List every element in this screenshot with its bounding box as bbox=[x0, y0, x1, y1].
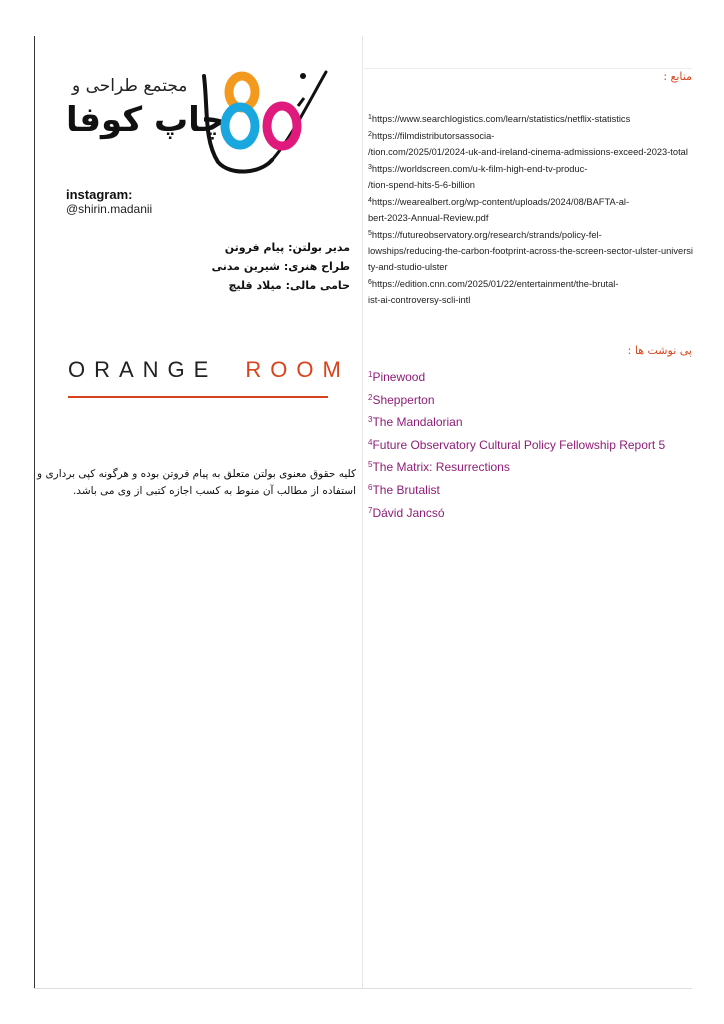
source-item[interactable] bbox=[368, 226, 694, 275]
source-item[interactable] bbox=[368, 127, 686, 160]
footnote-number: 5 bbox=[368, 460, 373, 470]
credit-editor: مدیر بولتن: پیام فروتن bbox=[224, 241, 350, 254]
footnotes-heading: پی نوشت ها : bbox=[627, 344, 692, 357]
source-number: 1 bbox=[368, 114, 372, 121]
instagram-block bbox=[66, 188, 152, 216]
source-number: 4 bbox=[368, 197, 372, 204]
source-number: 5 bbox=[368, 230, 372, 237]
left-margin-rule bbox=[34, 36, 35, 988]
footnote-number: 6 bbox=[368, 482, 373, 492]
instagram-handle[interactable]: @shirin.madanii bbox=[66, 202, 153, 216]
copyright-notice: کلیه حقوق معنوی بولتن متعلق به پیام فروتن بوده و هرگونه کپی برداری و استفاده از مطالب آن منوط به کسب اجازه کتبی از وی می باشد. bbox=[37, 468, 356, 497]
footnote-item bbox=[368, 433, 686, 456]
source-link-continued[interactable]: lowships/reducing-the-carbon-footprint-across-the-screen-sector-ulster-universi bbox=[368, 246, 694, 256]
brand-underline bbox=[68, 396, 328, 398]
footnote-item bbox=[368, 388, 686, 411]
footnote-text: Future Observatory Cultural Policy Fellowship Report 5 bbox=[372, 437, 666, 452]
footnote-item bbox=[368, 501, 686, 524]
footnote-text: Shepperton bbox=[372, 392, 435, 407]
source-item[interactable] bbox=[368, 275, 686, 308]
footnote-text: Pinewood bbox=[372, 370, 426, 384]
footnote-item bbox=[368, 478, 686, 501]
footnote-text: Dávid Jancsó bbox=[372, 505, 445, 520]
footnote-text: The Matrix: Resurrections bbox=[372, 460, 510, 475]
top-rule bbox=[362, 68, 692, 69]
logo-subtitle: مجتمع طراحی و bbox=[72, 76, 188, 96]
source-number: 6 bbox=[368, 279, 372, 286]
footnotes-list bbox=[368, 365, 686, 523]
source-item[interactable] bbox=[368, 193, 686, 226]
brand-word-orange: ORANGE bbox=[68, 357, 218, 382]
sources-list bbox=[368, 110, 694, 308]
source-link-continued[interactable]: /tion.com/2025/01/2024-uk-and-ireland-cinema-admissions-exceed-2023-total bbox=[368, 147, 688, 157]
source-link[interactable]: https://www.searchlogistics.com/learn/statistics/netflix-statistics bbox=[371, 114, 631, 124]
footnote-text: The Brutalist bbox=[372, 482, 440, 497]
bottom-rule bbox=[34, 988, 692, 989]
credits bbox=[150, 238, 350, 295]
credit-sponsor: حامی مالی: میلاد قلیچ bbox=[228, 279, 350, 292]
footnote-item bbox=[368, 365, 686, 388]
source-link[interactable]: https://filmdistributorsassocia- bbox=[371, 131, 495, 141]
source-link[interactable]: https://futureobservatory.org/research/strands/policy-fel- bbox=[371, 230, 602, 240]
footnote-item bbox=[368, 410, 686, 433]
footnote-item bbox=[368, 455, 686, 478]
column-divider bbox=[362, 36, 363, 988]
kofa-logo bbox=[62, 70, 332, 180]
credit-designer: طراح هنری: شیرین مدنی bbox=[211, 260, 350, 273]
source-link-continued[interactable]: /tion-spend-hits-5-6-billion bbox=[368, 180, 475, 190]
source-item[interactable] bbox=[368, 160, 686, 193]
footnote-number: 7 bbox=[368, 505, 373, 515]
source-number: 3 bbox=[368, 164, 372, 171]
logo-mark-icon bbox=[200, 70, 330, 178]
source-number: 2 bbox=[368, 131, 372, 138]
source-link[interactable]: https://worldscreen.com/u-k-film-high-end-tv-produc- bbox=[371, 164, 588, 174]
logo-title: چاپ کوفا bbox=[66, 100, 226, 140]
source-link[interactable]: https://edition.cnn.com/2025/01/22/entertainment/the-brutal- bbox=[371, 279, 619, 289]
source-link-continued[interactable]: ty-and-studio-ulster bbox=[368, 262, 448, 272]
footnote-number: 3 bbox=[368, 415, 373, 425]
brand-word-room: ROOM bbox=[245, 357, 350, 382]
footnote-number: 1 bbox=[368, 370, 373, 379]
source-link[interactable]: https://wearealbert.org/wp-content/uploads/2024/08/BAFTA-al- bbox=[371, 197, 630, 207]
sources-heading: منابع : bbox=[663, 70, 692, 83]
footnote-number: 4 bbox=[368, 437, 373, 447]
instagram-label: instagram: bbox=[66, 187, 133, 202]
source-link-continued[interactable]: bert-2023-Annual-Review.pdf bbox=[368, 213, 489, 223]
footnote-number: 2 bbox=[368, 392, 373, 402]
brand-wordmark bbox=[68, 357, 350, 383]
source-item[interactable] bbox=[368, 110, 686, 127]
source-link-continued[interactable]: ist-ai-controversy-scli-intl bbox=[368, 295, 471, 305]
footnote-text: The Mandalorian bbox=[372, 415, 463, 430]
